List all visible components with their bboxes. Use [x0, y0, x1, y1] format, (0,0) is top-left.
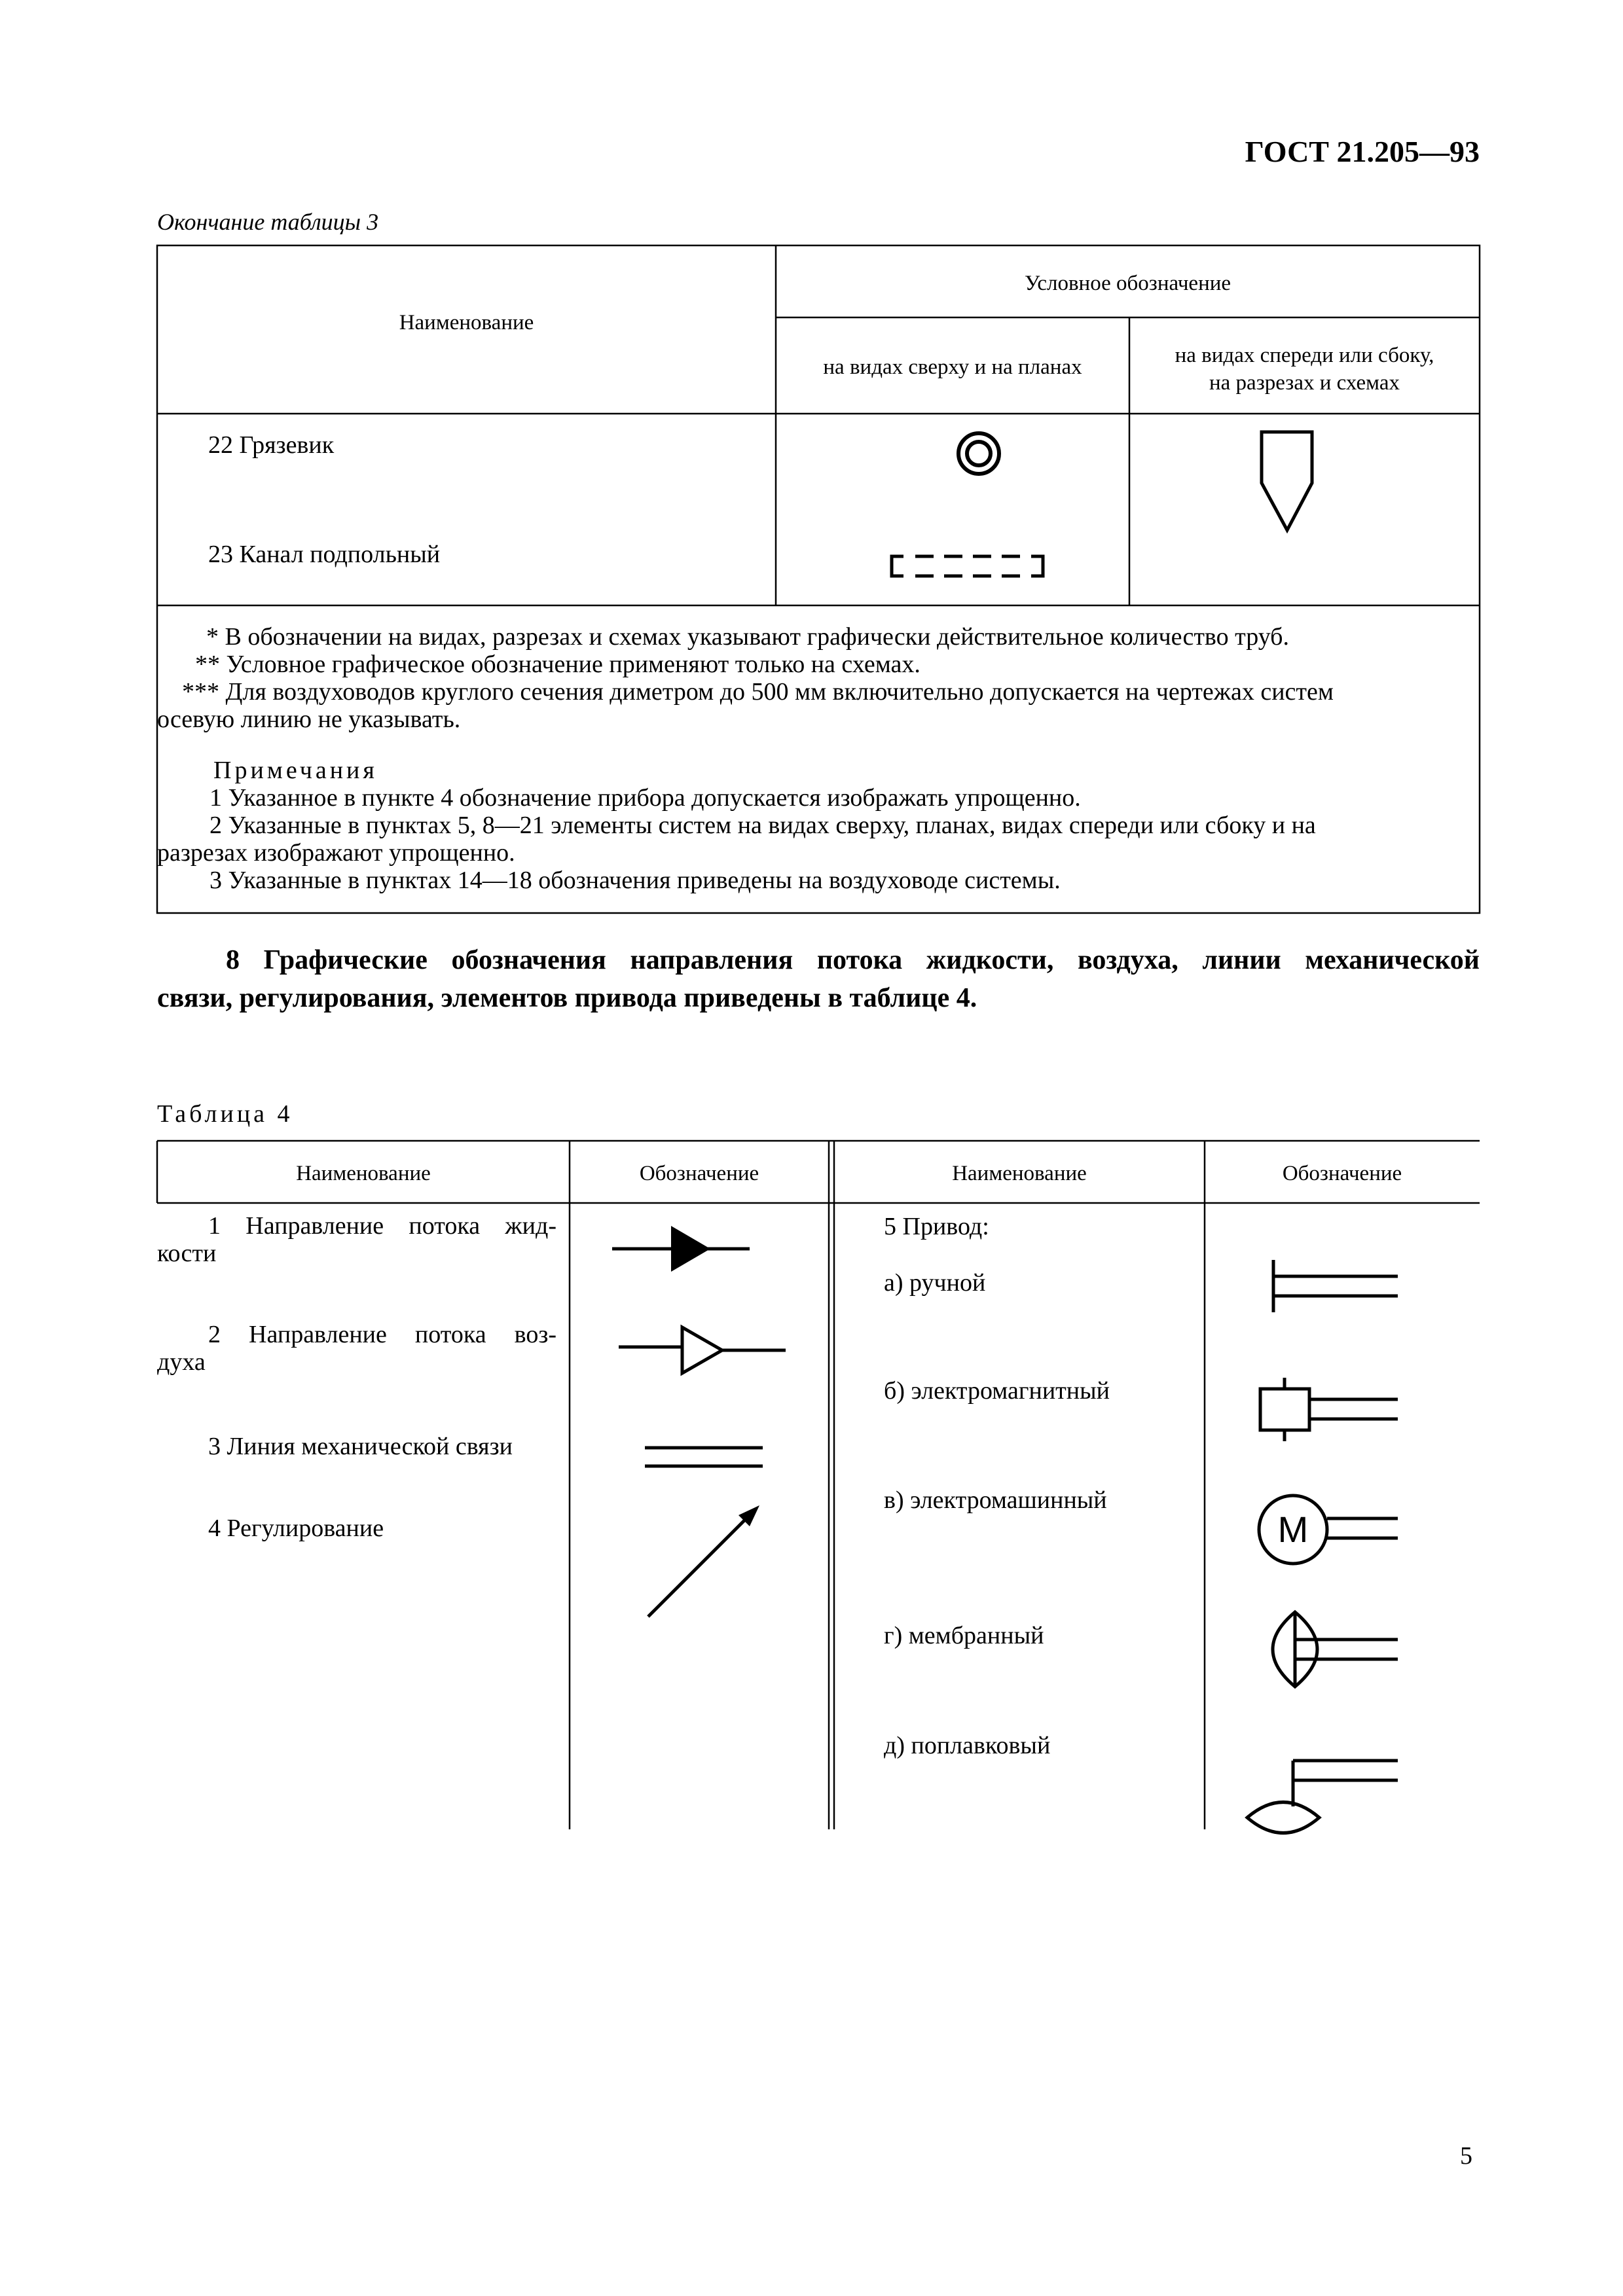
- table4-row-1: [157, 1212, 556, 1267]
- table3-col-name: Наименование: [399, 311, 534, 334]
- double-line-icon: [645, 1448, 763, 1466]
- table3-col-front-view-line1: на видах спереди или сбоку,: [1175, 344, 1434, 367]
- float-drive-icon: [1247, 1761, 1398, 1833]
- table4-col-name-left: Наименование: [296, 1162, 431, 1185]
- table4-drive-electromagnetic: б) электромагнитный: [884, 1377, 1110, 1405]
- membrane-drive-icon: [1273, 1612, 1398, 1687]
- table4-col-name-right: Наименование: [952, 1162, 1087, 1185]
- diagonal-arrow-icon: [648, 1505, 759, 1617]
- footnote-1: * В обозначении на видах, разрезах и схемах указывают графически действительное количество труб.: [206, 623, 1290, 651]
- paragraph-8-line2: связи, регулирования, элементов привода приведены в таблице 4.: [157, 983, 977, 1013]
- table4-drive-membrane: г) мембранный: [884, 1622, 1044, 1649]
- table4-drive-manual: а) ручной: [884, 1269, 986, 1297]
- table3-continuation-caption: Окончание таблицы 3: [157, 209, 379, 235]
- table4-row-2-line2: духа: [157, 1348, 206, 1376]
- notes-title: Примечания: [213, 757, 378, 784]
- table4-drive-header: 5 Привод:: [884, 1213, 989, 1240]
- table3-col-symbol: Условное обозначение: [1024, 272, 1231, 295]
- table4-caption: Таблица 4: [157, 1100, 293, 1128]
- electromagnetic-drive-icon: [1260, 1378, 1398, 1441]
- hollow-arrow-flow-icon: [619, 1327, 786, 1373]
- table4-row-1-line2: кости: [157, 1240, 217, 1267]
- table4-row-1-line1: 1 Направление потока жид-: [208, 1212, 556, 1240]
- table4-row-4: 4 Регулирование: [208, 1515, 384, 1542]
- table4-col-symbol-left: Обозначение: [639, 1162, 759, 1185]
- footnote-3-cont: осевую линию не указывать.: [157, 706, 461, 733]
- note-2-cont: разрезах изображают упрощенно.: [157, 839, 515, 867]
- note-1: 1 Указанное в пункте 4 обозначение прибора допускается изображать упрощенно.: [210, 784, 1081, 812]
- table3-col-top-view: на видах сверху и на планах: [823, 355, 1082, 379]
- page-number: 5: [1460, 2142, 1472, 2170]
- note-2: 2 Указанные в пунктах 5, 8—21 элементы систем на видах сверху, планах, видах спереди или сбоку и на: [210, 812, 1316, 839]
- motor-letter: М: [1277, 1509, 1309, 1550]
- filled-arrow-flow-icon: [612, 1226, 750, 1272]
- footnote-2: ** Условное графическое обозначение применяют только на схемах.: [195, 651, 921, 678]
- manual-drive-icon: [1273, 1260, 1398, 1312]
- table3-col-front-view-line2: на разрезах и схемах: [1209, 371, 1400, 395]
- document-code: ГОСТ 21.205—93: [1245, 135, 1480, 168]
- table4-row-3: 3 Линия механической связи: [208, 1433, 513, 1460]
- table3-row-22: 22 Грязевик: [208, 431, 335, 459]
- note-3: 3 Указанные в пунктах 14—18 обозначения приведены на воздуховоде системы.: [210, 867, 1061, 894]
- table4-row-2-line1: 2 Направление потока воз-: [208, 1321, 556, 1348]
- table4-drive-float: д) поплавковый: [884, 1732, 1051, 1759]
- table4-col-symbol-right: Обозначение: [1282, 1162, 1402, 1185]
- table4-row-2: [157, 1321, 556, 1376]
- table4-drive-electric-motor: в) электромашинный: [884, 1486, 1107, 1514]
- table3-row-23: 23 Канал подпольный: [208, 541, 441, 568]
- paragraph-8-line1: 8 Графические обозначения направления потока жидкости, воздуха, линии механической: [226, 945, 1480, 975]
- footnote-3: *** Для воздуховодов круглого сечения диметром до 500 мм включительно допускается на чертежах систем: [182, 678, 1334, 706]
